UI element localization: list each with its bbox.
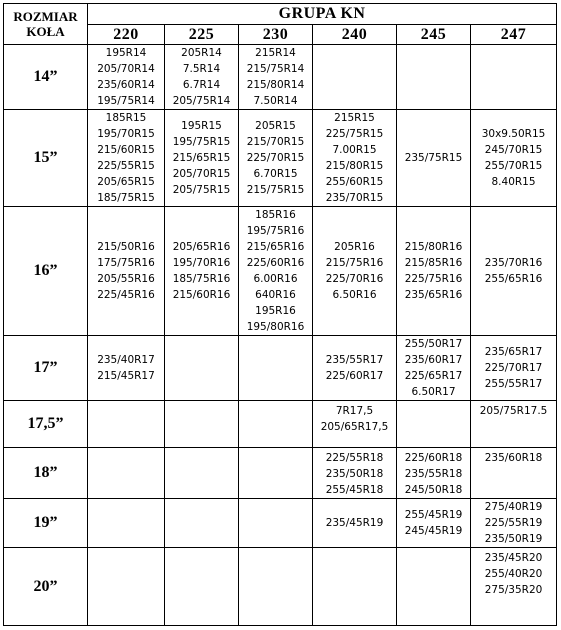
header-row-top (4, 4, 557, 25)
tire-size-entry: 225/55R18 (325, 452, 384, 464)
tire-size-entry: 235/75R15 (404, 152, 463, 164)
tire-size-entry: 225/75R15 (325, 128, 384, 140)
tire-size-entry: 195/70R15 (97, 128, 155, 140)
tire-size-cell (88, 45, 165, 110)
tire-size-entry: 205R16 (334, 241, 375, 253)
group-header: GRUPA KN (88, 4, 557, 25)
tire-size-entry: 245/50R18 (404, 484, 463, 496)
tire-size-cell (239, 45, 313, 110)
wheel-size-cell: 14” (4, 45, 88, 110)
tire-size-entry: 225/65R17 (404, 370, 463, 382)
tire-size-cell (165, 45, 239, 110)
tire-size-cell (471, 336, 557, 401)
tire-size-entry: 215/75R15 (246, 184, 305, 196)
tire-size-cell (471, 45, 557, 110)
tire-size-entry: 225/60R17 (325, 370, 384, 382)
tire-size-entry: 215/50R16 (97, 241, 155, 253)
tire-size-entry: 215/65R15 (172, 152, 231, 164)
tire-size-entry: 235/65R16 (404, 289, 463, 301)
tire-size-cell (313, 548, 397, 626)
tire-size-cell (313, 110, 397, 207)
tire-size-entry: 235/70R16 (484, 257, 543, 269)
tire-size-cell (165, 207, 239, 336)
tire-size-entry: 195R14 (105, 47, 147, 59)
tire-size-cell (239, 401, 313, 448)
tire-size-entry: 205/70R14 (97, 63, 155, 75)
wheel-size-cell: 18” (4, 448, 88, 499)
table-row (4, 499, 557, 548)
tire-size-entry: 7.5R14 (182, 63, 221, 75)
table-body (4, 45, 557, 626)
table-row (4, 401, 557, 448)
tire-size-entry: 225/60R18 (404, 452, 463, 464)
tire-size-entry: 205/75R17.5 (479, 405, 548, 417)
tire-size-cell (397, 207, 471, 336)
tire-size-entry: 215/60R15 (97, 144, 155, 156)
tire-size-cell (239, 207, 313, 336)
tire-size-cell (239, 499, 313, 548)
tire-size-cell (165, 110, 239, 207)
tire-size-entry: 215/80R15 (325, 160, 384, 172)
tire-size-entry: 6.50R17 (411, 386, 456, 398)
group-column-header: 247 (471, 25, 557, 45)
tire-size-entry: 215/45R17 (97, 370, 155, 382)
tire-size-entry: 6.7R14 (182, 79, 221, 91)
tire-size-entry: 215R14 (255, 47, 296, 59)
tire-size-cell (471, 207, 557, 336)
table-row (4, 548, 557, 626)
tire-size-entry: 255/70R15 (484, 160, 543, 172)
tire-size-entry: 255/55R17 (484, 378, 543, 390)
tire-size-cell (239, 448, 313, 499)
tire-size-cell (397, 110, 471, 207)
tire-size-entry: 235/65R17 (484, 346, 543, 358)
tire-size-entry: 225/45R16 (97, 289, 155, 301)
tire-size-entry: 195/75R15 (172, 136, 231, 148)
tire-size-entry: 215/85R16 (404, 257, 463, 269)
tire-size-cell (313, 448, 397, 499)
table-row (4, 448, 557, 499)
tire-size-cell (165, 548, 239, 626)
tire-size-entry: 255/50R17 (404, 338, 463, 350)
tire-size-cell (88, 448, 165, 499)
tire-size-entry: 195/70R16 (172, 257, 231, 269)
tire-size-entry: 185R15 (105, 112, 147, 124)
wheel-size-header-line1: ROZMIAR (13, 9, 78, 24)
tire-size-cell (165, 336, 239, 401)
tire-size-entry: 215/65R16 (246, 241, 305, 253)
tire-size-cell (88, 110, 165, 207)
tire-size-cell (313, 207, 397, 336)
tire-size-cell (88, 548, 165, 626)
tire-size-cell (88, 401, 165, 448)
wheel-size-cell: 16” (4, 207, 88, 336)
tire-size-entry: 215/60R16 (172, 289, 231, 301)
tire-size-entry: 6.00R16 (253, 273, 298, 285)
tire-size-cell (313, 45, 397, 110)
tire-size-entry: 7R17,5 (335, 405, 374, 417)
tire-size-cell (88, 499, 165, 548)
group-column-header: 245 (397, 25, 471, 45)
tire-size-entry: 235/40R17 (97, 354, 155, 366)
tire-size-entry: 195/80R16 (246, 321, 305, 333)
tire-size-entry: 225/55R19 (484, 517, 543, 529)
tire-size-entry: 255/45R18 (325, 484, 384, 496)
tire-size-entry: 255/65R16 (484, 273, 543, 285)
tire-size-entry: 235/45R19 (325, 517, 384, 529)
tire-size-cell (397, 45, 471, 110)
group-column-header: 225 (165, 25, 239, 45)
tire-size-entry: 215R15 (334, 112, 375, 124)
tire-size-entry: 205/55R16 (97, 273, 155, 285)
tire-size-entry: 235/70R15 (325, 192, 384, 204)
wheel-size-cell: 19” (4, 499, 88, 548)
tire-size-cell (88, 207, 165, 336)
tire-size-entry: 225/70R17 (484, 362, 543, 374)
tire-size-entry: 6.50R16 (332, 289, 377, 301)
tire-size-cell (165, 401, 239, 448)
tire-size-entry: 205/65R15 (97, 176, 155, 188)
tire-size-cell (397, 548, 471, 626)
tire-size-cell (313, 336, 397, 401)
tire-size-cell (471, 448, 557, 499)
tire-size-entry: 195/75R14 (97, 95, 155, 107)
wheel-size-cell: 17,5” (4, 401, 88, 448)
tire-size-entry: 205R14 (181, 47, 222, 59)
tire-size-entry: 215/70R15 (246, 136, 305, 148)
wheel-size-header (4, 4, 88, 45)
tire-size-entry: 235/60R17 (404, 354, 463, 366)
group-column-header: 230 (239, 25, 313, 45)
tire-size-cell (397, 448, 471, 499)
tire-size-entry: 205/65R16 (172, 241, 231, 253)
tire-size-entry: 275/35R20 (484, 584, 543, 596)
tire-size-cell (397, 499, 471, 548)
tire-size-entry: 225/70R16 (325, 273, 384, 285)
tire-size-cell (165, 448, 239, 499)
tire-size-cell (239, 548, 313, 626)
tire-size-cell (313, 401, 397, 448)
tire-size-entry: 195R16 (255, 305, 296, 317)
wheel-size-cell: 15” (4, 110, 88, 207)
tire-size-entry: 225/55R15 (97, 160, 155, 172)
tire-size-entry: 215/80R14 (246, 79, 305, 91)
tire-size-cell (165, 499, 239, 548)
tire-size-entry: 235/50R19 (484, 533, 543, 545)
tire-size-entry: 30x9.50R15 (481, 128, 546, 140)
tire-size-entry: 225/75R16 (404, 273, 463, 285)
tire-size-entry: 205/65R17,5 (320, 421, 389, 433)
wheel-size-cell: 17” (4, 336, 88, 401)
tire-size-entry: 640R16 (255, 289, 296, 301)
tire-size-entry: 175/75R16 (97, 257, 155, 269)
tire-size-entry: 215/75R14 (246, 63, 305, 75)
tire-size-entry: 225/60R16 (246, 257, 305, 269)
table-row (4, 45, 557, 110)
group-column-header: 220 (88, 25, 165, 45)
tire-size-entry: 205/70R15 (172, 168, 231, 180)
tire-size-cell (239, 110, 313, 207)
tire-size-entry: 7.00R15 (332, 144, 377, 156)
table-row (4, 207, 557, 336)
tire-size-entry: 235/55R17 (325, 354, 384, 366)
wheel-size-header-line2: KOŁA (26, 24, 65, 39)
tire-size-cell (88, 336, 165, 401)
table-row (4, 110, 557, 207)
tire-size-entry: 235/55R18 (404, 468, 463, 480)
tire-size-entry: 235/60R14 (97, 79, 155, 91)
tire-size-entry: 225/70R15 (246, 152, 305, 164)
tire-size-entry: 215/75R16 (325, 257, 384, 269)
tire-size-entry: 195/75R16 (246, 225, 305, 237)
tire-size-entry: 8.40R15 (491, 176, 536, 188)
tire-size-entry: 235/50R18 (325, 468, 384, 480)
tire-size-entry: 185R16 (255, 209, 296, 221)
tire-size-entry: 235/60R18 (484, 452, 543, 464)
tire-size-entry: 245/70R15 (484, 144, 543, 156)
tire-size-cell (313, 499, 397, 548)
tire-size-entry: 245/45R19 (404, 525, 463, 537)
tire-size-cell (471, 548, 557, 626)
tire-size-cell (397, 401, 471, 448)
tire-size-entry: 235/45R20 (484, 552, 543, 564)
tire-size-entry: 205R15 (255, 120, 296, 132)
tire-size-entry: 185/75R16 (172, 273, 231, 285)
tire-size-cell (471, 110, 557, 207)
tire-size-entry: 215/80R16 (404, 241, 463, 253)
tire-size-entry: 255/40R20 (484, 568, 543, 580)
tire-size-cell (471, 401, 557, 448)
tire-size-table (3, 3, 557, 626)
tire-size-entry: 255/60R15 (325, 176, 384, 188)
tire-size-entry: 185/75R15 (97, 192, 155, 204)
wheel-size-cell: 20” (4, 548, 88, 626)
tire-size-cell (397, 336, 471, 401)
tire-size-cell (239, 336, 313, 401)
tire-size-entry: 275/40R19 (484, 501, 543, 513)
table-row (4, 336, 557, 401)
tire-size-entry: 7.50R14 (253, 95, 298, 107)
tire-size-entry: 6.70R15 (253, 168, 298, 180)
tire-size-entry: 195R15 (181, 120, 222, 132)
tire-size-entry: 255/45R19 (404, 509, 463, 521)
tire-size-cell (471, 499, 557, 548)
tire-size-entry: 205/75R14 (172, 95, 231, 107)
tire-size-entry: 205/75R15 (172, 184, 231, 196)
group-column-header: 240 (313, 25, 397, 45)
